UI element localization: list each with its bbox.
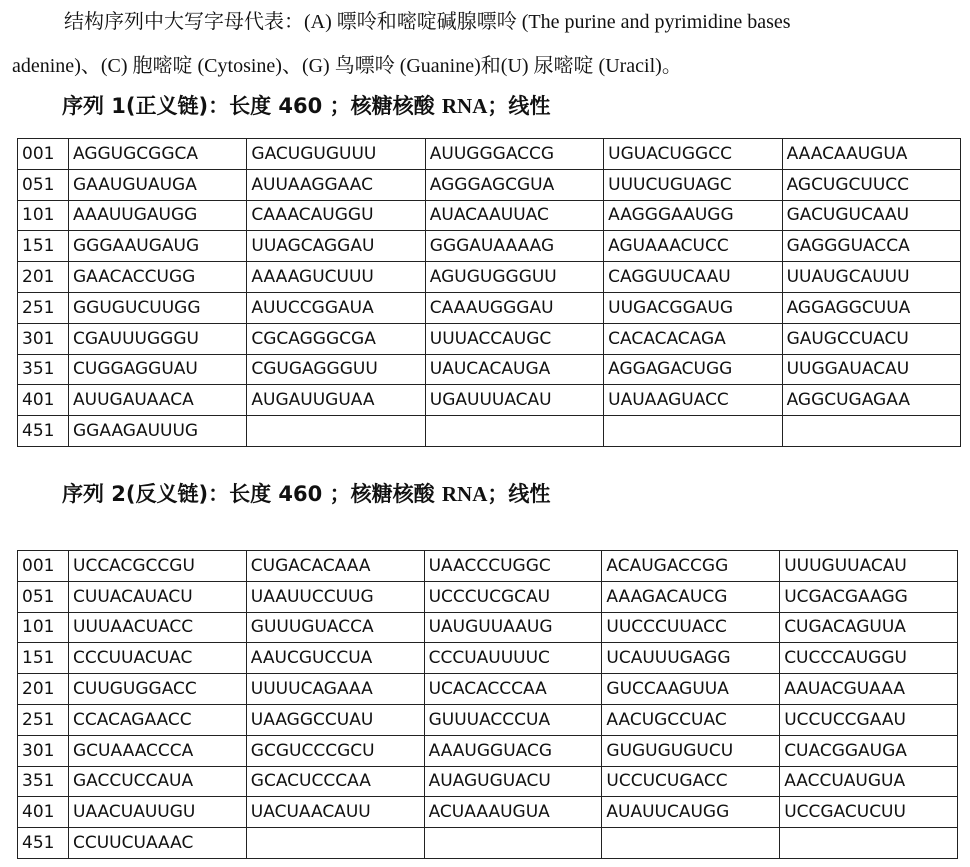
sequence-cell: CUGACACAAA: [246, 551, 424, 582]
sequence-cell: AGGAGACUGG: [604, 354, 782, 385]
sequence-cell: CUCCCAUGGU: [780, 643, 958, 674]
table-row: [18, 169, 961, 200]
sequence-cell: AAUCGUCCUA: [246, 643, 424, 674]
sequence-cell: GUCCAAGUUA: [602, 674, 780, 705]
sequence-cell: [780, 828, 958, 859]
intro-paragraph: [12, 0, 962, 88]
sequence-cell: UUUUCAGAAA: [246, 674, 424, 705]
sequence-cell: GUUUGUACCA: [246, 612, 424, 643]
sequence-cell: GCACUCCCAA: [246, 766, 424, 797]
sequence-cell: AGUAAACUCC: [604, 231, 782, 262]
position-number-cell: 101: [18, 200, 69, 231]
sequence-cell: CAAAUGGGAU: [425, 292, 603, 323]
position-number-cell: 251: [18, 292, 69, 323]
sequence-cell: UGAUUUACAU: [425, 385, 603, 416]
sequence-cell: CACACACAGA: [604, 323, 782, 354]
table-row: [18, 766, 958, 797]
table-row: [18, 292, 961, 323]
sequence-cell: UUCCCUUACC: [602, 612, 780, 643]
sequence-cell: UAUGUUAAUG: [424, 612, 602, 643]
table-row: [18, 674, 958, 705]
table-row: [18, 828, 958, 859]
table-row: [18, 551, 958, 582]
sequence-cell: GCUAAACCCA: [69, 735, 247, 766]
sequence-cell: AAAGACAUCG: [602, 581, 780, 612]
sequence-cell: UUGACGGAUG: [604, 292, 782, 323]
sequence-cell: AACCUAUGUA: [780, 766, 958, 797]
sequence-cell: AUACAAUUAC: [425, 200, 603, 231]
table-row: [18, 200, 961, 231]
sequence-cell: GGGAAUGAUG: [69, 231, 247, 262]
sequence-cell: UCACACCCAA: [424, 674, 602, 705]
sequence-cell: GGGAUAAAAG: [425, 231, 603, 262]
sequence-cell: UUAUGCAUUU: [782, 262, 960, 293]
sequence-cell: AUUGGGACCG: [425, 139, 603, 170]
position-number-cell: 451: [18, 416, 69, 447]
sequence-cell: UCCUCUGACC: [602, 766, 780, 797]
sequence-cell: GUUUACCCUA: [424, 704, 602, 735]
sequence-cell: UCCACGCCGU: [69, 551, 247, 582]
sequence-cell: ACAUGACCGG: [602, 551, 780, 582]
sequence-cell: CGAUUUGGGU: [69, 323, 247, 354]
sequence-2-heading-prefix: 序列 2(反义链)：长度 460 ；核糖核酸: [62, 482, 442, 506]
sequence-cell: AGGAGGCUUA: [782, 292, 960, 323]
sequence-cell: CCUUCUAAAC: [69, 828, 247, 859]
sequence-cell: UCCGACUCUU: [780, 797, 958, 828]
sequence-cell: AUUCCGGAUA: [247, 292, 425, 323]
sequence-cell: AUUAAGGAAC: [247, 169, 425, 200]
position-number-cell: 251: [18, 704, 69, 735]
table-row: [18, 323, 961, 354]
sequence-cell: GCGUCCCGCU: [246, 735, 424, 766]
sequence-cell: GAACACCUGG: [69, 262, 247, 293]
sequence-1-table: [17, 138, 961, 447]
position-number-cell: 201: [18, 262, 69, 293]
sequence-cell: CGCAGGGCGA: [247, 323, 425, 354]
sequence-cell: UACUAACAUU: [246, 797, 424, 828]
table-row: [18, 797, 958, 828]
sequence-cell: UAACUAUUGU: [69, 797, 247, 828]
sequence-cell: UUGGAUACAU: [782, 354, 960, 385]
sequence-cell: UCCUCCGAAU: [780, 704, 958, 735]
sequence-cell: GAGGGUACCA: [782, 231, 960, 262]
sequence-cell: GUGUGUGUCU: [602, 735, 780, 766]
sequence-2-table: [17, 550, 958, 859]
sequence-cell: AGGCUGAGAA: [782, 385, 960, 416]
sequence-cell: [247, 416, 425, 447]
position-number-cell: 351: [18, 354, 69, 385]
sequence-cell: GAUGCCUACU: [782, 323, 960, 354]
sequence-cell: [425, 416, 603, 447]
sequence-cell: [602, 828, 780, 859]
sequence-cell: CCCUAUUUUC: [424, 643, 602, 674]
position-number-cell: 151: [18, 643, 69, 674]
sequence-cell: AUGAUUGUAA: [247, 385, 425, 416]
sequence-cell: UUAGCAGGAU: [247, 231, 425, 262]
sequence-cell: UUUAACUACC: [69, 612, 247, 643]
sequence-cell: GACCUCCAUA: [69, 766, 247, 797]
position-number-cell: 051: [18, 169, 69, 200]
sequence-cell: UCGACGAAGG: [780, 581, 958, 612]
sequence-cell: AUUGAUAACA: [69, 385, 247, 416]
sequence-cell: CAAACAUGGU: [247, 200, 425, 231]
table-row: [18, 735, 958, 766]
sequence-cell: CGUGAGGGUU: [247, 354, 425, 385]
sequence-cell: GGAAGAUUUG: [69, 416, 247, 447]
table-row: [18, 704, 958, 735]
sequence-cell: [424, 828, 602, 859]
sequence-cell: CUUACAUACU: [69, 581, 247, 612]
position-number-cell: 301: [18, 323, 69, 354]
position-number-cell: 051: [18, 581, 69, 612]
sequence-cell: GGUGUCUUGG: [69, 292, 247, 323]
intro-line-2: adenine)、(C) 胞嘧啶 (Cytosine)、(G) 鸟嘌呤 (Guanine)和(U) 尿嘧啶 (Uracil)。: [12, 55, 682, 77]
sequence-cell: UCAUUUGAGG: [602, 643, 780, 674]
sequence-cell: GACUGUCAAU: [782, 200, 960, 231]
sequence-1-heading-rna: RNA: [441, 94, 488, 118]
position-number-cell: 351: [18, 766, 69, 797]
sequence-cell: AAAUGGUACG: [424, 735, 602, 766]
sequence-cell: UAACCCUGGC: [424, 551, 602, 582]
table-row: [18, 643, 958, 674]
sequence-cell: AAAAGUCUUU: [247, 262, 425, 293]
position-number-cell: 001: [18, 139, 69, 170]
sequence-2-heading: [62, 478, 550, 508]
sequence-1-heading: [62, 90, 550, 120]
sequence-cell: CCCUUACUAC: [69, 643, 247, 674]
position-number-cell: 151: [18, 231, 69, 262]
sequence-cell: GAAUGUAUGA: [69, 169, 247, 200]
sequence-cell: AGGGAGCGUA: [425, 169, 603, 200]
sequence-cell: AACUGCCUAC: [602, 704, 780, 735]
sequence-cell: ACUAAAUGUA: [424, 797, 602, 828]
position-number-cell: 401: [18, 385, 69, 416]
sequence-cell: CUACGGAUGA: [780, 735, 958, 766]
sequence-2-heading-rna: RNA: [441, 482, 488, 506]
sequence-cell: UAAGGCCUAU: [246, 704, 424, 735]
sequence-2-heading-suffix: ；线性: [487, 482, 551, 506]
table-row: [18, 385, 961, 416]
sequence-cell: AGCUGCUUCC: [782, 169, 960, 200]
position-number-cell: 001: [18, 551, 69, 582]
table-row: [18, 231, 961, 262]
sequence-cell: UUUCUGUAGC: [604, 169, 782, 200]
position-number-cell: 401: [18, 797, 69, 828]
sequence-cell: UUUACCAUGC: [425, 323, 603, 354]
sequence-1-heading-prefix: 序列 1(正义链)：长度 460 ；核糖核酸: [62, 94, 442, 118]
sequence-cell: AUAUUCAUGG: [602, 797, 780, 828]
sequence-cell: [782, 416, 960, 447]
position-number-cell: 201: [18, 674, 69, 705]
sequence-cell: UAAUUCCUUG: [246, 581, 424, 612]
sequence-cell: UGUACUGGCC: [604, 139, 782, 170]
sequence-cell: [604, 416, 782, 447]
sequence-cell: AAACAAUGUA: [782, 139, 960, 170]
sequence-cell: CCACAGAACC: [69, 704, 247, 735]
intro-line-1: 结构序列中大写字母代表：(A) 嘌呤和嘧啶碱腺嘌呤 (The purine and pyrimidine bases: [64, 11, 791, 33]
sequence-cell: CUGGAGGUAU: [69, 354, 247, 385]
sequence-cell: AAGGGAAUGG: [604, 200, 782, 231]
position-number-cell: 101: [18, 612, 69, 643]
sequence-cell: GACUGUGUUU: [247, 139, 425, 170]
table-row: [18, 581, 958, 612]
sequence-cell: UCCCUCGCAU: [424, 581, 602, 612]
position-number-cell: 451: [18, 828, 69, 859]
table-row: [18, 416, 961, 447]
sequence-cell: AAUACGUAAA: [780, 674, 958, 705]
sequence-cell: [246, 828, 424, 859]
sequence-cell: CUGACAGUUA: [780, 612, 958, 643]
sequence-cell: CUUGUGGACC: [69, 674, 247, 705]
sequence-cell: CAGGUUCAAU: [604, 262, 782, 293]
sequence-cell: UAUCACAUGA: [425, 354, 603, 385]
table-row: [18, 139, 961, 170]
sequence-cell: UUUGUUACAU: [780, 551, 958, 582]
table-row: [18, 612, 958, 643]
position-number-cell: 301: [18, 735, 69, 766]
table-row: [18, 354, 961, 385]
sequence-cell: UAUAAGUACC: [604, 385, 782, 416]
sequence-cell: AAAUUGAUGG: [69, 200, 247, 231]
sequence-cell: AGGUGCGGCA: [69, 139, 247, 170]
sequence-cell: AGUGUGGGUU: [425, 262, 603, 293]
sequence-1-heading-suffix: ；线性: [487, 94, 551, 118]
sequence-cell: AUAGUGUACU: [424, 766, 602, 797]
table-row: [18, 262, 961, 293]
